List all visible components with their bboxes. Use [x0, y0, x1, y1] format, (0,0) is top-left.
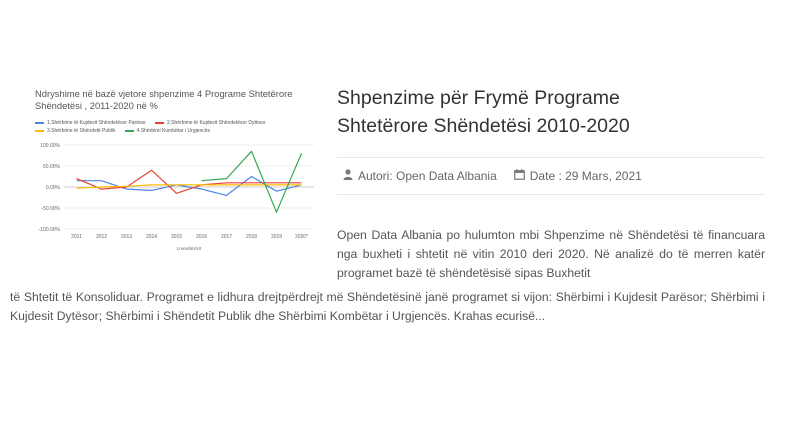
- x-tick-label: 2017: [220, 234, 233, 240]
- x-tick-label: 2019: [270, 234, 283, 240]
- calendar-icon: [514, 169, 525, 183]
- chart-title: Ndryshime në bazë vjetore shpenzime 4 Programe Shtetërore Shëndetësi , 2011-2020 në %: [35, 88, 293, 111]
- y-tick-label: 0.00%: [45, 184, 60, 191]
- legend-label: 4.Shërbimi Kombëtar i Urgjencës: [136, 128, 211, 134]
- article-excerpt-continued: të Shtetit të Konsoliduar. Programet e lidhura drejtpërdrejt më Shëndetësinë janë programet si vijon: Shërbimi i Kujdesit Parësor; Shërbimi i Kujdesit Dytësor; Shërbimi i Shëndetit Publik dhe Shërbimi Kombëtar i Urgjencës. Krahas ecurisë...: [10, 290, 765, 323]
- x-tick-label: 2011: [71, 234, 82, 240]
- chart-thumbnail[interactable]: [22, 82, 322, 264]
- divider: [337, 157, 765, 158]
- author-meta: [343, 169, 497, 183]
- legend-label: 3.Shërbime të Shëndetit Publik: [47, 128, 116, 134]
- divider: [337, 194, 765, 195]
- article-excerpt: Open Data Albania po hulumton mbi Shpenzime në Shëndetësi të financuara nga buxheti i shtetit në vitin 2010 deri 2020. Në analizë do të merren katër programet bazë të shëndetësisë sipas Buxhetit: [337, 228, 765, 280]
- y-tick-label: -50.00%: [41, 205, 60, 212]
- y-tick-label: 50.00%: [43, 163, 60, 170]
- legend-label: 1.Shërbime të Kujdesit Shëndetësor Parësor: [47, 120, 146, 126]
- article-title-line[interactable]: Shtetërore Shëndetësi 2010-2020: [337, 115, 630, 137]
- y-tick-label: 100.00%: [40, 142, 60, 149]
- x-tick-label: 2012: [95, 234, 108, 240]
- x-tick-label: 2014: [145, 234, 158, 240]
- series-line-4: [202, 151, 302, 212]
- x-tick-label: 2015: [170, 234, 183, 240]
- article-meta: [343, 169, 659, 183]
- user-icon: [343, 169, 353, 183]
- article-title-line[interactable]: Shpenzime për Frymë Programe: [337, 87, 620, 109]
- legend-label: 2.Shërbime të Kujdesit Shëndetësor Dytësor: [166, 120, 266, 126]
- x-tick-label: 2020*: [294, 234, 309, 240]
- x-tick-label: 2018: [245, 234, 258, 240]
- line-chart: [22, 82, 322, 264]
- date-label: Date : 29 Mars, 2021: [529, 169, 642, 183]
- y-tick-label: -100.00%: [38, 226, 60, 233]
- x-axis-label: Lmerdim/Vit: [176, 246, 202, 251]
- series-line-1: [77, 177, 302, 196]
- date-meta: [514, 169, 642, 183]
- x-tick-label: 2013: [120, 234, 133, 240]
- x-tick-label: 2016: [195, 234, 208, 240]
- author-label: Autori: Open Data Albania: [358, 169, 497, 183]
- article-title[interactable]: [337, 84, 737, 140]
